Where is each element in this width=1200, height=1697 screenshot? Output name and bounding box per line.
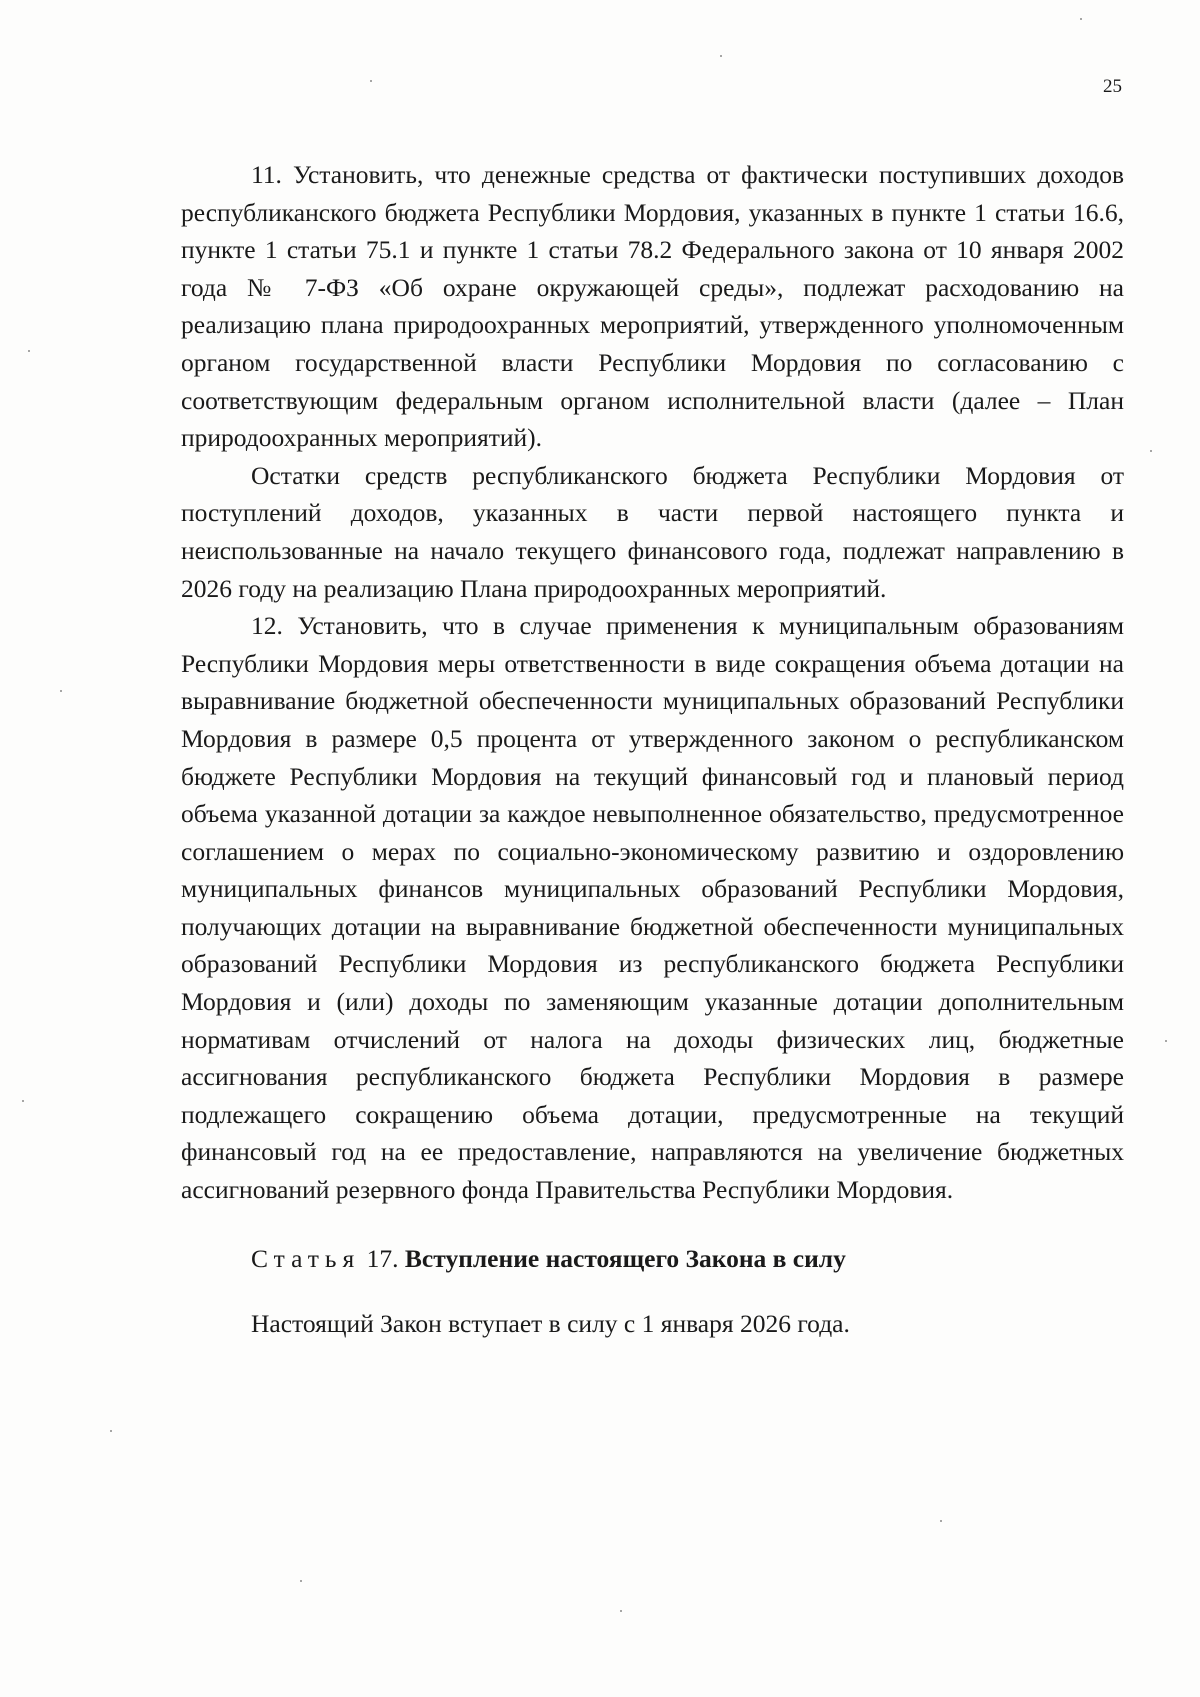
scan-speck: [110, 1430, 112, 1432]
scan-speck: [720, 55, 722, 57]
scan-speck: [940, 1520, 942, 1522]
article-number: 17.: [366, 1243, 399, 1273]
scan-speck: [620, 1610, 622, 1612]
scan-speck: [300, 1580, 302, 1582]
final-paragraph: Настоящий Закон вступает в силу с 1 января 2026 года.: [251, 1309, 850, 1339]
page-number: 25: [1103, 76, 1122, 97]
paragraph-item-11: 11. Установить, что денежные средства от фактически поступивших доходов республиканского бюджета Республики Мордовия, указанных в пункте 1 статьи 16.6, пункте 1 статьи 75.1 и пункте 1 статьи 78.2 Федерального закона от 10 января 2002 года № 7-ФЗ «Об охране окружающей среды», подлежат расходованию на реализацию плана природоохранных мероприятий, утвержденного уполномоченным органом государственной власти Республики Мордовия по согласованию с соответствующим федеральным органом исполнительной власти (далее – План природоохранных мероприятий).: [181, 160, 1124, 453]
scan-speck: [1165, 1040, 1167, 1042]
document-body: [181, 156, 1124, 1343]
article-title: Вступление настоящего Закона в силу: [404, 1243, 846, 1273]
scan-speck: [1080, 18, 1082, 20]
article-label: Статья: [251, 1243, 361, 1273]
article-heading: [181, 1240, 1124, 1278]
scan-speck: [28, 350, 30, 352]
scan-speck: [370, 80, 372, 82]
scan-speck: [1150, 450, 1152, 452]
paragraph-item-12: 12. Установить, что в случае применения к муниципальным образованиям Республики Мордовия меры ответственности в виде сокращения объема дотации на выравнивание бюджетной обеспеченности муниципальных образований Республики Мордовия в размере 0,5 процента от утвержденного законом о республиканском бюджете Республики Мордовия на текущий финансовый год и плановый период объема указанной дотации за каждое невыполненное обязательство, предусмотренное соглашением о мерах по социально-экономическому развитию и оздоровлению муниципальных финансов муниципальных образований Республики Мордовия, получающих дотации на выравнивание бюджетной обеспеченности муниципальных образований Республики Мордовия из республиканского бюджета Республики Мордовия и (или) доходы по заменяющим указанные дотации дополнительным нормативам отчислений от налога на доходы физических лиц, бюджетные ассигнования республиканского бюджета Республики Мордовия в размере подлежащего сокращению объема дотации, предусмотренные на текущий финансовый год на ее предоставление, направляются на увеличение бюджетных ассигнований резервного фонда Правительства Республики Мордовия.: [181, 611, 1124, 1205]
scan-speck: [60, 690, 62, 692]
scan-speck: [22, 1100, 24, 1102]
paragraph-item-11-remainder: Остатки средств республиканского бюджета Республики Мордовия от поступлений доходов, указанных в части первой настоящего пункта и неиспользованные на начало текущего финансового года, подлежат направлению в 2026 году на реализацию Плана природоохранных мероприятий.: [181, 460, 1124, 603]
